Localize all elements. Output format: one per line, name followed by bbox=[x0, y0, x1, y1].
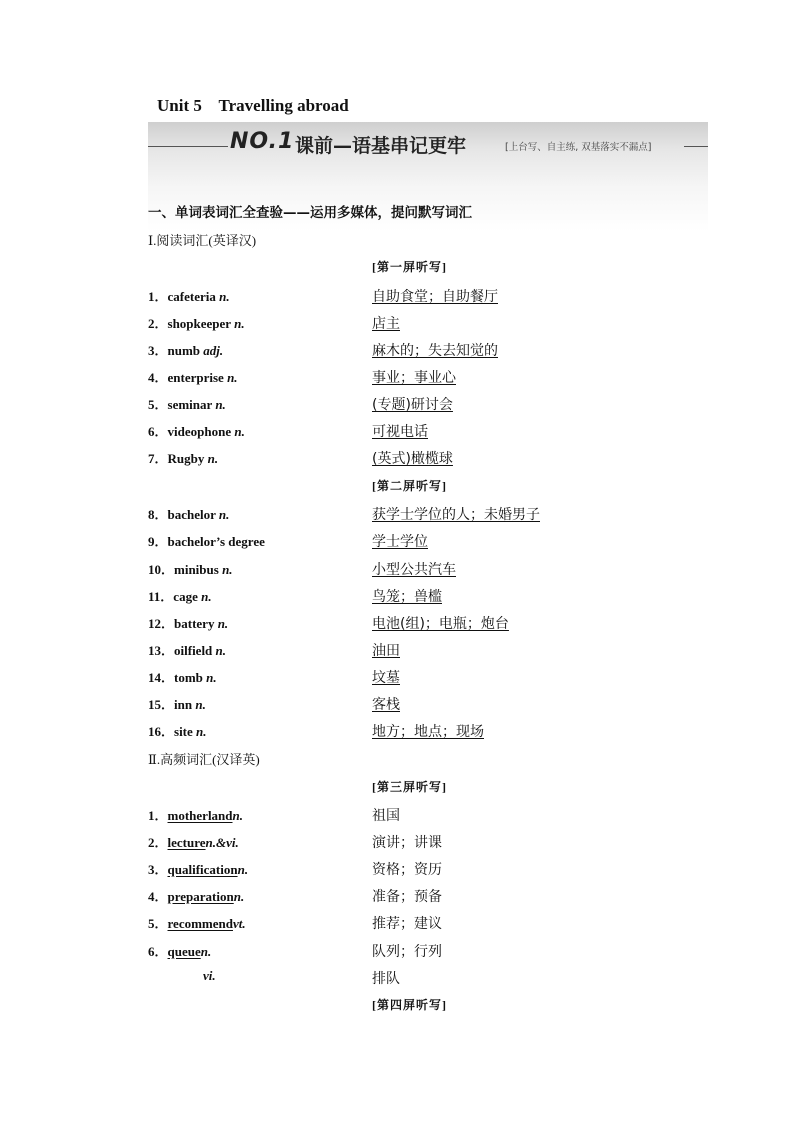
vocab-meaning: 获学士学位的人；未婚男子 bbox=[372, 507, 540, 523]
vocab-row bbox=[0, 805, 794, 825]
vocab-entry bbox=[148, 367, 238, 386]
vocab-row bbox=[0, 421, 794, 441]
vocab-entry bbox=[148, 286, 230, 305]
vocab-entry bbox=[148, 448, 218, 467]
vocab-row bbox=[0, 640, 794, 660]
vocab-row bbox=[0, 667, 794, 687]
vocab-row bbox=[0, 313, 794, 333]
vocab-meaning: 店主 bbox=[372, 316, 400, 332]
vocab-word: cafeteria bbox=[167, 289, 220, 304]
banner-rule-left bbox=[148, 146, 228, 147]
vocab-word: oilfield bbox=[174, 643, 216, 658]
vocab-meaning: 事业；事业心 bbox=[372, 370, 456, 386]
vocab-number: 14． bbox=[148, 670, 175, 685]
vocab-pos: n. bbox=[201, 589, 212, 604]
vocab-pos: n. bbox=[218, 507, 230, 522]
vocab-word: enterprise bbox=[167, 370, 228, 385]
vocab-pos: n. bbox=[200, 944, 212, 959]
vocab-meaning: 可视电话 bbox=[372, 424, 428, 440]
vocab-number: 7． bbox=[148, 451, 168, 466]
vocab-number: 2． bbox=[148, 835, 168, 850]
vocab-entry bbox=[148, 941, 211, 960]
vocab-number: 10． bbox=[148, 562, 175, 577]
vocab-row bbox=[0, 941, 794, 961]
vocab-meaning: 电池(组)；电瓶；炮台 bbox=[372, 616, 509, 632]
section-title: 一、单词表词汇全查验——运用多媒体，提问默写词汇 bbox=[148, 205, 472, 221]
vocab-row bbox=[0, 832, 794, 852]
vocab-entry bbox=[148, 913, 246, 932]
part2-title: Ⅱ.高频词汇(汉译英) bbox=[148, 752, 260, 767]
vocab-row bbox=[0, 913, 794, 933]
vocab-meaning: 麻木的；失去知觉的 bbox=[372, 343, 498, 359]
vocab-number: 8． bbox=[148, 507, 168, 522]
vocab-answer: recommend bbox=[167, 916, 233, 931]
banner-rule-right bbox=[684, 146, 708, 147]
screen-label-3: [第三屏听写] bbox=[372, 780, 447, 794]
vocab-word: inn bbox=[174, 697, 196, 712]
banner-number: NO.1 bbox=[230, 129, 295, 154]
vocab-number: 5． bbox=[148, 916, 168, 931]
vocab-entry bbox=[148, 421, 245, 440]
vocab-row bbox=[0, 367, 794, 387]
vocab-entry bbox=[148, 586, 212, 605]
vocab-word: videophone bbox=[167, 424, 235, 439]
vocab-entry bbox=[148, 721, 207, 740]
vocab-row bbox=[0, 586, 794, 606]
unit-title: Unit 5 Travelling abroad bbox=[157, 96, 349, 115]
vocab-entry bbox=[148, 559, 233, 578]
vocab-number: 1． bbox=[148, 808, 168, 823]
queue-vi-row bbox=[0, 968, 794, 988]
vocab-word: Rugby bbox=[167, 451, 208, 466]
queue-vi-meaning: 排队 bbox=[372, 971, 400, 987]
vocab-pos: n. bbox=[222, 562, 233, 577]
vocab-answer: preparation bbox=[167, 889, 234, 904]
vocab-number: 3． bbox=[148, 343, 168, 358]
vocab-word: bachelor’s degree bbox=[167, 534, 265, 549]
vocab-meaning: 队列；行列 bbox=[372, 944, 442, 960]
vocab-answer: motherland bbox=[167, 808, 233, 823]
vocab-row bbox=[0, 859, 794, 879]
vocab-entry bbox=[148, 694, 206, 713]
vocab-number: 5． bbox=[148, 397, 168, 412]
queue-vi-pos: vi. bbox=[203, 968, 216, 983]
vocab-number: 15． bbox=[148, 697, 175, 712]
screen-label-2: [第二屏听写] bbox=[372, 479, 447, 493]
vocab-number: 6． bbox=[148, 424, 168, 439]
vocab-pos: n. bbox=[207, 451, 219, 466]
vocab-entry bbox=[148, 504, 229, 523]
vocab-pos: n. bbox=[232, 808, 243, 823]
vocab-word: cage bbox=[173, 589, 202, 604]
vocab-word: site bbox=[174, 724, 197, 739]
vocab-row bbox=[0, 340, 794, 360]
vocab-meaning: 地方；地点；现场 bbox=[372, 724, 484, 740]
vocab-pos: n. bbox=[196, 724, 207, 739]
vocab-number: 16． bbox=[148, 724, 175, 739]
vocab-answer: lecture bbox=[167, 835, 206, 850]
vocab-entry bbox=[148, 859, 248, 878]
vocab-entry bbox=[148, 886, 244, 905]
vocab-number: 13． bbox=[148, 643, 175, 658]
vocab-pos: n. bbox=[195, 697, 206, 712]
vocab-word: shopkeeper bbox=[167, 316, 235, 331]
vocab-number: 3． bbox=[148, 862, 168, 877]
vocab-pos: n. bbox=[233, 889, 245, 904]
vocab-word: tomb bbox=[174, 670, 207, 685]
vocab-row bbox=[0, 531, 794, 551]
screen-label-4: [第四屏听写] bbox=[372, 998, 447, 1012]
vocab-entry bbox=[148, 667, 217, 686]
vocab-row bbox=[0, 559, 794, 579]
vocab-row bbox=[0, 694, 794, 714]
vocab-meaning: 推荐；建议 bbox=[372, 916, 442, 932]
vocab-meaning: 自助食堂；自助餐厅 bbox=[372, 289, 498, 305]
vocab-entry bbox=[148, 340, 223, 359]
vocab-pos: n. bbox=[206, 670, 217, 685]
vocab-word: minibus bbox=[174, 562, 223, 577]
vocab-row bbox=[0, 886, 794, 906]
vocab-meaning: (专题)研讨会 bbox=[372, 397, 453, 413]
vocab-entry bbox=[148, 531, 265, 550]
vocab-entry bbox=[148, 805, 243, 824]
screen-label-1: [第一屏听写] bbox=[372, 260, 447, 274]
vocab-pos: n. bbox=[217, 616, 229, 631]
vocab-pos: n. bbox=[215, 643, 227, 658]
banner-note: [上台写、自主练, 双基落实不漏点] bbox=[505, 142, 652, 153]
vocab-number: 9． bbox=[148, 534, 168, 549]
vocab-pos: n. bbox=[227, 370, 238, 385]
vocab-row bbox=[0, 721, 794, 741]
vocab-entry bbox=[148, 640, 226, 659]
vocab-entry bbox=[148, 832, 239, 851]
vocab-word: seminar bbox=[167, 397, 216, 412]
vocab-row bbox=[0, 448, 794, 468]
vocab-number: 1． bbox=[148, 289, 168, 304]
vocab-pos: n. bbox=[234, 316, 245, 331]
vocab-meaning: 准备；预备 bbox=[372, 889, 442, 905]
vocab-pos: n. bbox=[237, 862, 249, 877]
vocab-pos: n. bbox=[215, 397, 226, 412]
part1-title: Ⅰ.阅读词汇(英译汉) bbox=[148, 233, 257, 248]
vocab-number: 6． bbox=[148, 944, 168, 959]
vocab-number: 2． bbox=[148, 316, 168, 331]
vocab-number: 4． bbox=[148, 889, 168, 904]
vocab-number: 12． bbox=[148, 616, 175, 631]
vocab-word: numb bbox=[167, 343, 204, 358]
vocab-meaning: 演讲；讲课 bbox=[372, 835, 442, 851]
vocab-meaning: 鸟笼；兽槛 bbox=[372, 589, 442, 605]
vocab-meaning: 客栈 bbox=[372, 697, 400, 713]
vocab-meaning: 油田 bbox=[372, 643, 400, 659]
vocab-meaning: 学士学位 bbox=[372, 534, 428, 550]
vocab-word: bachelor bbox=[167, 507, 219, 522]
vocab-pos: n. bbox=[234, 424, 245, 439]
vocab-meaning: 祖国 bbox=[372, 808, 400, 824]
vocab-number: 4． bbox=[148, 370, 168, 385]
vocab-meaning: (英式)橄榄球 bbox=[372, 451, 453, 467]
vocab-entry bbox=[148, 613, 228, 632]
vocab-pos: n. bbox=[219, 289, 230, 304]
vocab-answer: queue bbox=[167, 944, 201, 959]
vocab-pos: n.&vi. bbox=[205, 835, 239, 850]
banner-heading: 课前—语基串记更牢 bbox=[295, 135, 467, 157]
vocab-row bbox=[0, 504, 794, 524]
vocab-row bbox=[0, 286, 794, 306]
vocab-word: battery bbox=[174, 616, 218, 631]
vocab-pos: adj. bbox=[203, 343, 224, 358]
vocab-meaning: 坟墓 bbox=[372, 670, 400, 686]
vocab-meaning: 资格；资历 bbox=[372, 862, 442, 878]
vocab-number: 11． bbox=[148, 589, 174, 604]
vocab-pos: vt. bbox=[232, 916, 246, 931]
vocab-meaning: 小型公共汽车 bbox=[372, 562, 456, 578]
vocab-entry bbox=[148, 313, 245, 332]
vocab-row bbox=[0, 613, 794, 633]
vocab-entry bbox=[148, 394, 226, 413]
vocab-answer: qualification bbox=[167, 862, 238, 877]
vocab-row bbox=[0, 394, 794, 414]
